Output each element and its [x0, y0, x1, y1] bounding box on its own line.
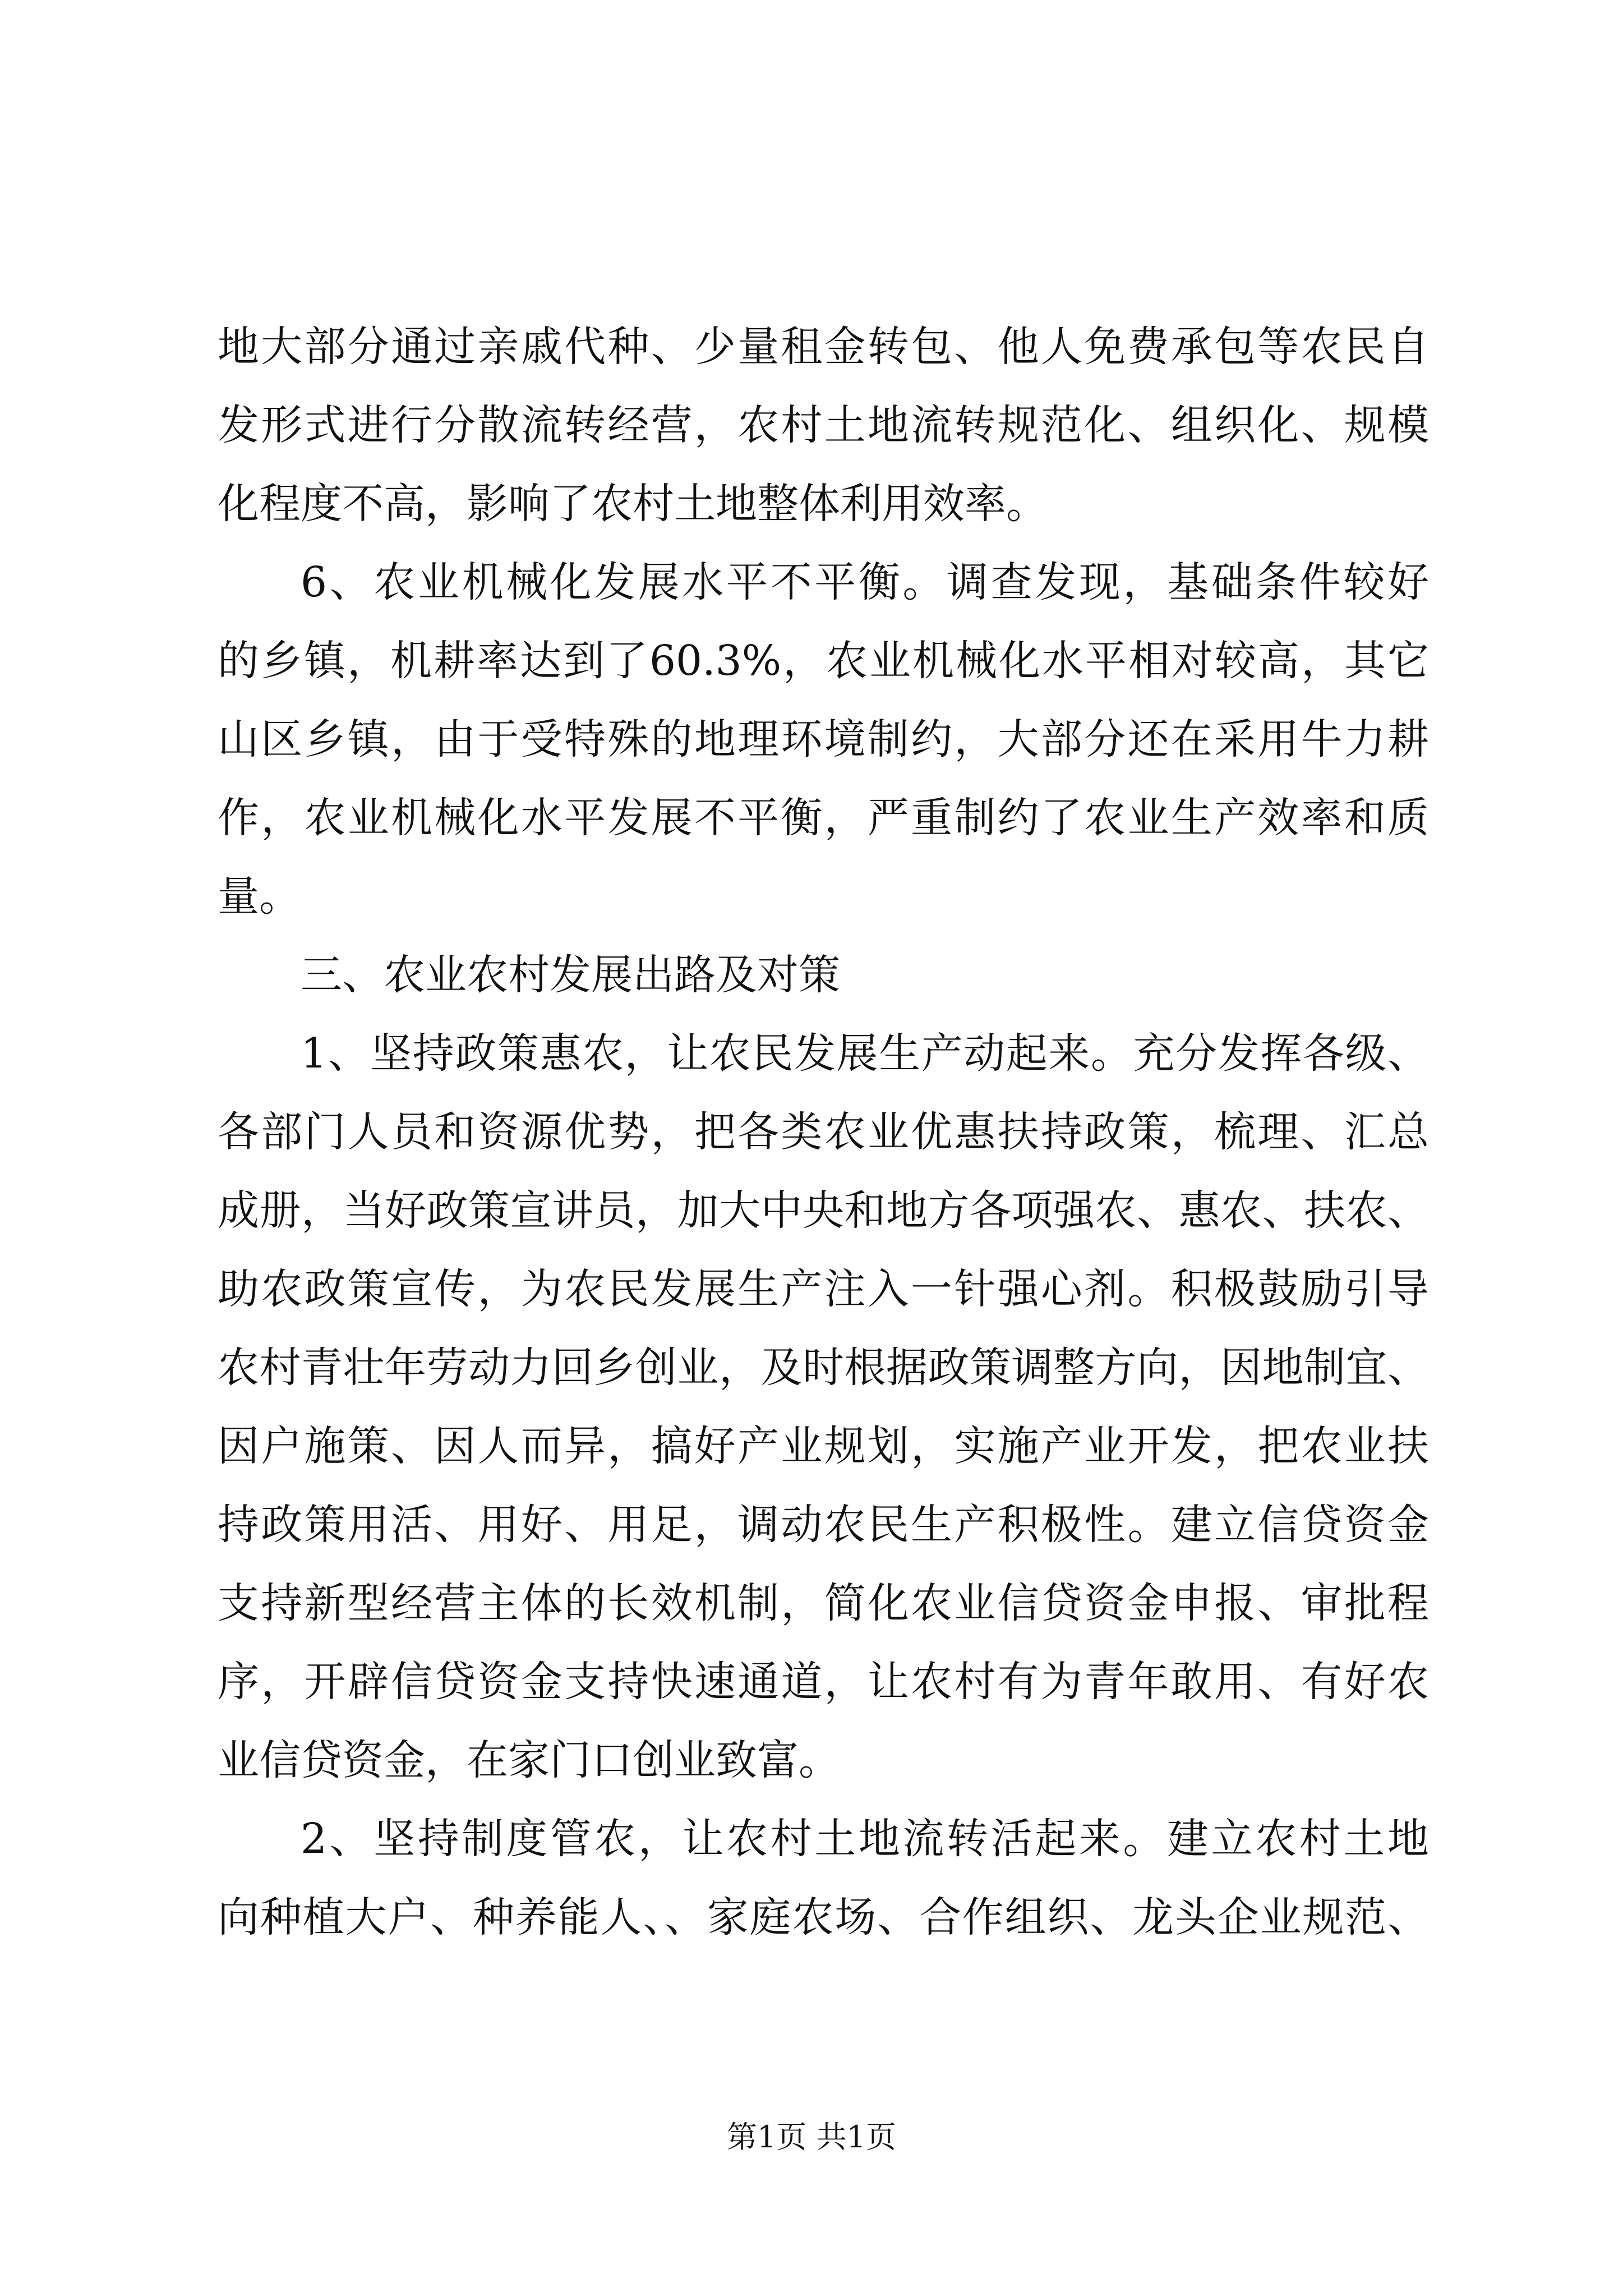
text-line: 支持新型经营主体的长效机制，简化农业信贷资金申报、审批程	[218, 1579, 1429, 1627]
text-line: 作，农业机械化水平发展不平衡，严重制约了农业生产效率和质	[218, 794, 1429, 842]
text-line: 量。	[218, 872, 301, 921]
section-heading: 三、农业农村发展出路及对策	[301, 951, 840, 999]
text-line: 2、坚持制度管农，让农村土地流转活起来。建立农村土地	[301, 1815, 1429, 1863]
text-line: 助农政策宣传，为农民发展生产注入一针强心剂。积极鼓励引导	[218, 1265, 1429, 1313]
page-footer: 第1页 共1页	[727, 2119, 896, 2155]
text-line: 业信贷资金，在家门口创业致富。	[218, 1736, 840, 1784]
text-line: 6、农业机械化发展水平不平衡。调查发现，基础条件较好	[301, 558, 1429, 606]
text-line: 的乡镇，机耕率达到了60.3%，农业机械化水平相对较高，其它	[218, 637, 1429, 685]
text-line: 各部门人员和资源优势，把各类农业优惠扶持政策，梳理、汇总	[218, 1108, 1429, 1156]
text-line: 序，开辟信贷资金支持快速通道，让农村有为青年敢用、有好农	[218, 1658, 1429, 1706]
text-line: 地大部分通过亲戚代种、少量租金转包、他人免费承包等农民自	[218, 323, 1429, 371]
text-line: 山区乡镇，由于受特殊的地理环境制约，大部分还在采用牛力耕	[218, 715, 1429, 763]
text-line: 1、坚持政策惠农，让农民发展生产动起来。充分发挥各级、	[301, 1029, 1429, 1078]
text-line: 成册，当好政策宣讲员，加大中央和地方各项强农、惠农、扶农、	[218, 1186, 1429, 1235]
text-line: 持政策用活、用好、用足，调动农民生产积极性。建立信贷资金	[218, 1501, 1429, 1549]
text-line: 发形式进行分散流转经营，农村土地流转规范化、组织化、规模	[218, 401, 1429, 449]
text-line: 向种植大户、种养能人、、家庭农场、合作组织、龙头企业规范、	[218, 1893, 1429, 1941]
text-line: 农村青壮年劳动力回乡创业，及时根据政策调整方向，因地制宜、	[218, 1343, 1429, 1392]
text-line: 因户施策、因人而异，搞好产业规划，实施产业开发，把农业扶	[218, 1422, 1429, 1470]
text-line: 化程度不高，影响了农村土地整体利用效率。	[218, 480, 1048, 528]
